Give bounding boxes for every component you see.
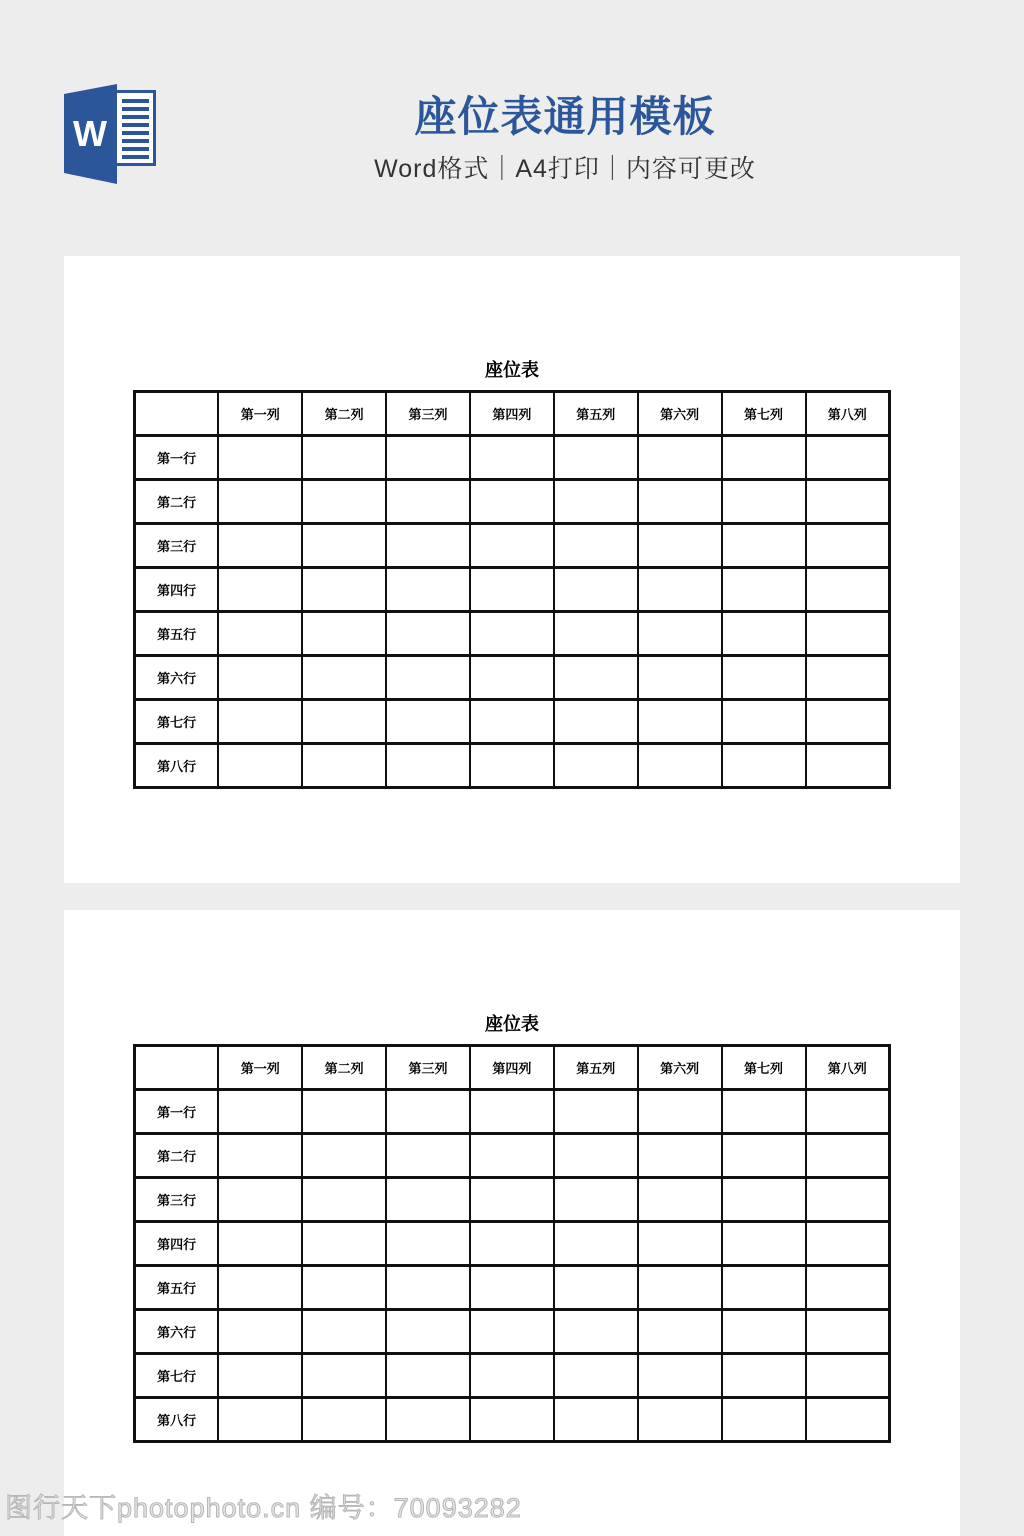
column-header: 第八列 — [806, 1046, 890, 1090]
seat-cell — [806, 1266, 890, 1310]
seat-cell — [722, 436, 806, 480]
column-header: 第六列 — [638, 1046, 722, 1090]
column-header: 第二列 — [302, 392, 386, 436]
page-subtitle: Word格式｜A4打印｜内容可更改 — [374, 155, 756, 183]
row-header: 第七行 — [135, 1354, 219, 1398]
seat-cell — [806, 1354, 890, 1398]
seat-cell — [470, 568, 554, 612]
seat-cell — [806, 744, 890, 788]
seat-cell — [554, 612, 638, 656]
row-header: 第八行 — [135, 744, 219, 788]
table-row — [135, 656, 890, 700]
seat-cell — [722, 700, 806, 744]
seat-cell — [302, 1310, 386, 1354]
seat-cell — [470, 656, 554, 700]
seat-cell — [638, 1398, 722, 1442]
seat-cell — [470, 1310, 554, 1354]
seat-cell — [470, 1222, 554, 1266]
seating-table — [133, 390, 891, 789]
seat-cell — [722, 1310, 806, 1354]
column-header-row — [135, 1046, 890, 1090]
row-header: 第三行 — [135, 524, 219, 568]
seat-cell — [554, 524, 638, 568]
page-title: 座位表通用模板 — [414, 93, 716, 140]
seat-cell — [638, 524, 722, 568]
table-row — [135, 1310, 890, 1354]
seat-cell — [218, 744, 302, 788]
table-row — [135, 700, 890, 744]
seat-cell — [722, 1354, 806, 1398]
seat-cell — [554, 436, 638, 480]
seat-cell — [722, 568, 806, 612]
seat-cell — [722, 744, 806, 788]
seat-cell — [218, 700, 302, 744]
seat-cell — [554, 656, 638, 700]
seat-cell — [218, 480, 302, 524]
seat-cell — [470, 1266, 554, 1310]
table-row — [135, 1354, 890, 1398]
seat-cell — [806, 1222, 890, 1266]
seat-cell — [218, 1354, 302, 1398]
seat-cell — [218, 568, 302, 612]
seat-cell — [554, 1266, 638, 1310]
seat-cell — [302, 612, 386, 656]
seat-cell — [806, 700, 890, 744]
seat-cell — [470, 524, 554, 568]
seat-cell — [386, 656, 470, 700]
seat-cell — [722, 1266, 806, 1310]
seat-cell — [302, 744, 386, 788]
table-row — [135, 612, 890, 656]
seating-table-title: 座位表 — [485, 360, 539, 380]
seat-cell — [302, 524, 386, 568]
seat-cell — [806, 656, 890, 700]
column-header: 第一列 — [218, 392, 302, 436]
seat-cell — [302, 1090, 386, 1134]
row-header: 第七行 — [135, 700, 219, 744]
seat-cell — [386, 480, 470, 524]
seat-cell — [722, 480, 806, 524]
seat-cell — [638, 1178, 722, 1222]
column-header: 第四列 — [470, 1046, 554, 1090]
seat-cell — [218, 1310, 302, 1354]
seat-cell — [470, 1178, 554, 1222]
seat-cell — [554, 1398, 638, 1442]
seat-cell — [470, 480, 554, 524]
stock-watermark: 图行天下photophoto.cn 编号：70093282 — [5, 1493, 522, 1523]
seat-cell — [638, 480, 722, 524]
seat-cell — [218, 656, 302, 700]
seat-cell — [386, 1134, 470, 1178]
seat-cell — [386, 1266, 470, 1310]
seat-cell — [386, 612, 470, 656]
table-row — [135, 568, 890, 612]
seat-cell — [470, 700, 554, 744]
row-header: 第四行 — [135, 1222, 219, 1266]
seat-cell — [554, 1178, 638, 1222]
seat-cell — [470, 436, 554, 480]
column-header: 第三列 — [386, 1046, 470, 1090]
seat-cell — [638, 656, 722, 700]
table-row — [135, 1134, 890, 1178]
row-header: 第二行 — [135, 1134, 219, 1178]
seat-cell — [722, 1178, 806, 1222]
seat-cell — [806, 524, 890, 568]
column-header: 第一列 — [218, 1046, 302, 1090]
row-header: 第三行 — [135, 1178, 219, 1222]
header — [0, 0, 1024, 256]
seat-cell — [302, 1398, 386, 1442]
column-header: 第二列 — [302, 1046, 386, 1090]
seat-cell — [386, 524, 470, 568]
seat-cell — [638, 1090, 722, 1134]
column-header: 第七列 — [722, 392, 806, 436]
table-row — [135, 480, 890, 524]
seat-cell — [218, 1090, 302, 1134]
row-header: 第一行 — [135, 436, 219, 480]
seat-cell — [386, 1178, 470, 1222]
row-header: 第四行 — [135, 568, 219, 612]
seat-cell — [386, 1310, 470, 1354]
seat-cell — [554, 1310, 638, 1354]
seat-cell — [386, 1354, 470, 1398]
column-header: 第五列 — [554, 1046, 638, 1090]
corner-cell — [135, 392, 219, 436]
row-header: 第二行 — [135, 480, 219, 524]
seat-cell — [638, 700, 722, 744]
seat-cell — [386, 1398, 470, 1442]
seat-cell — [554, 1090, 638, 1134]
seat-cell — [218, 436, 302, 480]
table-row — [135, 1090, 890, 1134]
seat-cell — [722, 1222, 806, 1266]
seat-cell — [386, 744, 470, 788]
seat-cell — [302, 1266, 386, 1310]
table-row — [135, 1222, 890, 1266]
seat-cell — [722, 1090, 806, 1134]
row-header: 第八行 — [135, 1398, 219, 1442]
seat-cell — [638, 612, 722, 656]
seat-cell — [806, 480, 890, 524]
seat-cell — [722, 1398, 806, 1442]
column-header: 第四列 — [470, 392, 554, 436]
seat-cell — [470, 612, 554, 656]
row-header: 第六行 — [135, 1310, 219, 1354]
column-header: 第三列 — [386, 392, 470, 436]
word-document-icon — [64, 83, 156, 184]
seat-cell — [470, 744, 554, 788]
seat-cell — [302, 656, 386, 700]
seat-cell — [554, 568, 638, 612]
seat-cell — [638, 744, 722, 788]
seat-cell — [302, 568, 386, 612]
page-1-content — [64, 256, 960, 789]
table-row — [135, 436, 890, 480]
seat-cell — [554, 700, 638, 744]
seat-cell — [218, 1134, 302, 1178]
seat-cell — [470, 1398, 554, 1442]
column-header-row — [135, 392, 890, 436]
page-preview-2 — [64, 910, 960, 1536]
column-header: 第六列 — [638, 392, 722, 436]
seat-cell — [302, 1134, 386, 1178]
seat-cell — [302, 700, 386, 744]
table-row — [135, 1178, 890, 1222]
seat-cell — [218, 1398, 302, 1442]
seat-cell — [554, 744, 638, 788]
table-row — [135, 524, 890, 568]
seat-cell — [302, 436, 386, 480]
seat-cell — [806, 612, 890, 656]
seat-cell — [554, 1222, 638, 1266]
seat-cell — [638, 1266, 722, 1310]
seat-cell — [554, 1134, 638, 1178]
column-header: 第七列 — [722, 1046, 806, 1090]
seat-cell — [218, 612, 302, 656]
seat-cell — [638, 1354, 722, 1398]
seat-cell — [386, 436, 470, 480]
seat-cell — [806, 1134, 890, 1178]
table-row — [135, 1266, 890, 1310]
word-letter-w: W — [73, 113, 107, 154]
seat-cell — [722, 1134, 806, 1178]
seat-cell — [302, 1222, 386, 1266]
seat-cell — [302, 1178, 386, 1222]
seat-cell — [806, 1178, 890, 1222]
seat-cell — [638, 1134, 722, 1178]
seat-cell — [806, 568, 890, 612]
seat-cell — [638, 568, 722, 612]
corner-cell — [135, 1046, 219, 1090]
seat-cell — [470, 1134, 554, 1178]
seat-cell — [386, 700, 470, 744]
seat-cell — [218, 1222, 302, 1266]
seat-cell — [302, 1354, 386, 1398]
seating-table — [133, 1044, 891, 1443]
seat-cell — [470, 1090, 554, 1134]
seat-cell — [638, 436, 722, 480]
seat-cell — [386, 1222, 470, 1266]
row-header: 第六行 — [135, 656, 219, 700]
seat-cell — [386, 568, 470, 612]
seat-cell — [638, 1310, 722, 1354]
row-header: 第一行 — [135, 1090, 219, 1134]
table-row — [135, 744, 890, 788]
seat-cell — [722, 612, 806, 656]
seat-cell — [638, 1222, 722, 1266]
seat-cell — [386, 1090, 470, 1134]
seat-cell — [470, 1354, 554, 1398]
seat-cell — [302, 480, 386, 524]
seat-cell — [554, 480, 638, 524]
page-preview-1 — [64, 256, 960, 883]
seat-cell — [218, 1266, 302, 1310]
column-header: 第八列 — [806, 392, 890, 436]
seat-cell — [554, 1354, 638, 1398]
row-header: 第五行 — [135, 612, 219, 656]
seat-cell — [722, 656, 806, 700]
seat-cell — [218, 1178, 302, 1222]
seating-table-title: 座位表 — [485, 1014, 539, 1034]
seat-cell — [806, 1310, 890, 1354]
title-block — [374, 94, 756, 183]
page-2-content — [64, 910, 960, 1443]
seat-cell — [806, 1090, 890, 1134]
seat-cell — [806, 436, 890, 480]
row-header: 第五行 — [135, 1266, 219, 1310]
seat-cell — [218, 524, 302, 568]
table-row — [135, 1398, 890, 1442]
seat-cell — [722, 524, 806, 568]
seat-cell — [806, 1398, 890, 1442]
column-header: 第五列 — [554, 392, 638, 436]
